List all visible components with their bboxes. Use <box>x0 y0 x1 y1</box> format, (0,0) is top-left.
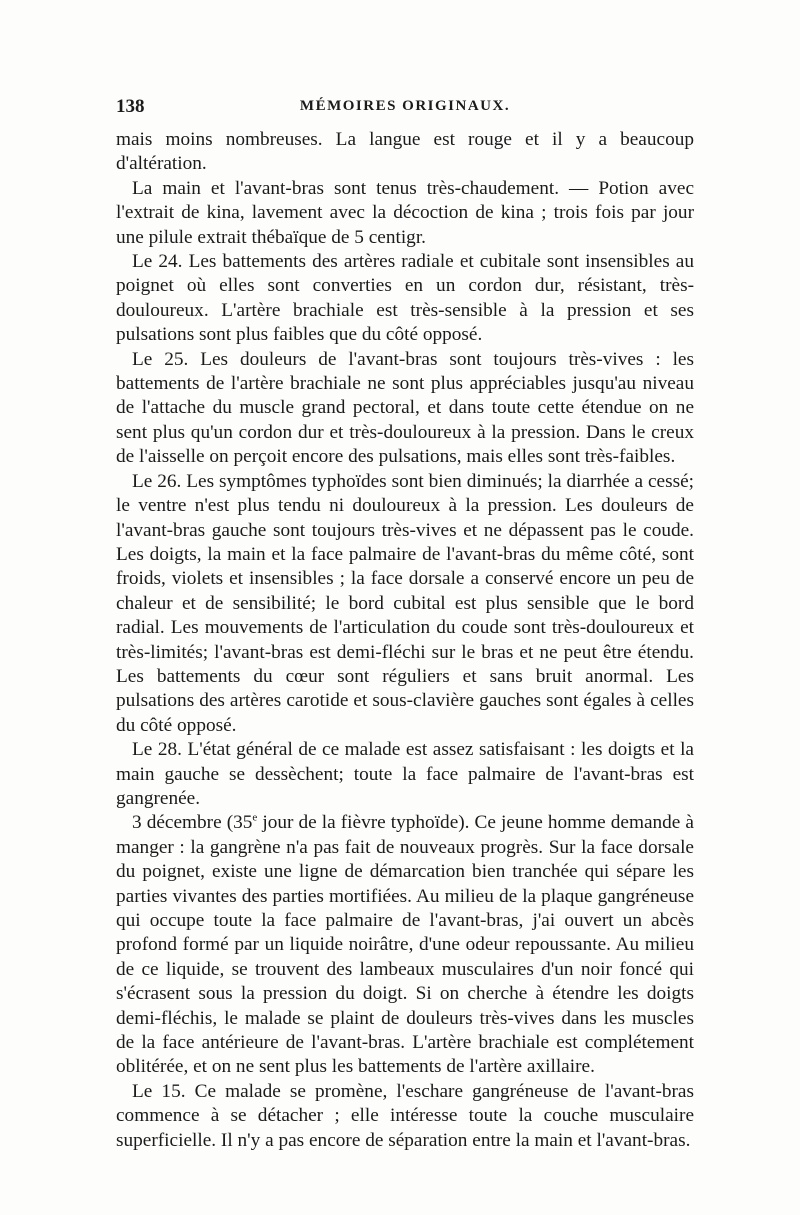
paragraph-day-25: Le 25. Les douleurs de l'avant-bras sont toujours très-vives : les battements de l'artère brachiale ne sont plus appréciables jusqu'au niveau de l'attache du muscle grand pectoral, et dans toute cette étendue on ne sent plus qu'un cordon dur et très-douloureux à la pression. Dans le creux de l'aisselle on perçoit encore des pulsations, mais elles sont très-faibles. <box>116 348 694 468</box>
paragraph-day-26: Le 26. Les symptômes typhoïdes sont bien diminués; la diarrhée a cessé; le ventre n'est plus tendu ni douloureux à la pression. Les douleurs de l'avant-bras gauche sont toujours très-vives et ne dépassent pas le coude. Les doigts, la main et la face palmaire de l'avant-bras du même côté, sont froids, violets et insensibles ; la face dorsale a conservé encore un peu de chaleur et de sensibilité; le bord cubital est plus sensible que le bord radial. Les mouvements de l'articulation du coude sont très-douloureux et très-limités; l'avant-bras est demi-fléchi sur le bras et ne peut être étendu. Les battements du cœur sont réguliers et sans bruit anormal. Les pulsations des artères carotide et sous-clavière gauches sont égales à celles du côté opposé. <box>116 470 694 736</box>
page-number: 138 <box>116 96 145 117</box>
page-header <box>116 96 694 126</box>
december-3-lead: 3 décembre (35 <box>132 812 253 834</box>
paragraph-day-15: Le 15. Ce malade se promène, l'eschare gangréneuse de l'avant-bras commence à se détacher ; elle intéresse toute la couche musculaire superficielle. Il n'y a pas encore de séparation entre la main et l'avant-bras. <box>116 1080 694 1151</box>
december-3-body: jour de la fièvre typhoïde). Ce jeune homme demande à manger : la gangrène n'a pas fait de nouveaux progrès. Sur la face dorsale du poignet, existe une ligne de démarcation bien tranchée qui sépare les parties vivantes des parties mortifiées. Au milieu de la plaque gangréneuse qui occupe toute la face palmaire de l'avant-bras, j'ai ouvert un abcès profond formé par un liquide noirâtre, d'une odeur repoussante. Au milieu de ce liquide, se trouvent des lambeaux musculaires d'un noir foncé qui s'écrasent sous la pression du doigt. Si on cherche à étendre les doigts demi-fléchis, le malade se plaint de douleurs très-vives dans les muscles de la face antérieure de l'avant-bras. L'artère brachiale est complétement oblitérée, et on ne sent plus les battements de l'artère axillaire. <box>116 812 694 1078</box>
paragraph-day-24: Le 24. Les battements des artères radiale et cubitale sont insensibles au poignet où elles sont converties en un cordon dur, résistant, très-douloureux. L'artère brachiale est très-sensible à la pression et ses pulsations sont plus faibles que du côté opposé. <box>116 251 694 346</box>
paragraph-day-28: Le 28. L'état général de ce malade est assez satisfaisant : les doigts et la main gauche se dessèchent; toute la face palmaire de l'avant-bras est gangrenée. <box>116 739 694 809</box>
superscript-e: e <box>252 811 258 824</box>
paragraph-continuation: mais moins nombreuses. La langue est rouge et il y a beaucoup d'altération. <box>116 129 694 175</box>
paragraph-december-3 <box>116 811 694 1079</box>
running-title: MÉMOIRES ORIGINAUX. <box>299 98 511 114</box>
paragraph-treatment: La main et l'avant-bras sont tenus très-chaudement. — Potion avec l'extrait de kina, lavement avec la décoction de kina ; trois fois par jour une pilule extrait thébaïque de 5 centigr. <box>116 177 694 248</box>
body-text <box>116 128 694 1153</box>
